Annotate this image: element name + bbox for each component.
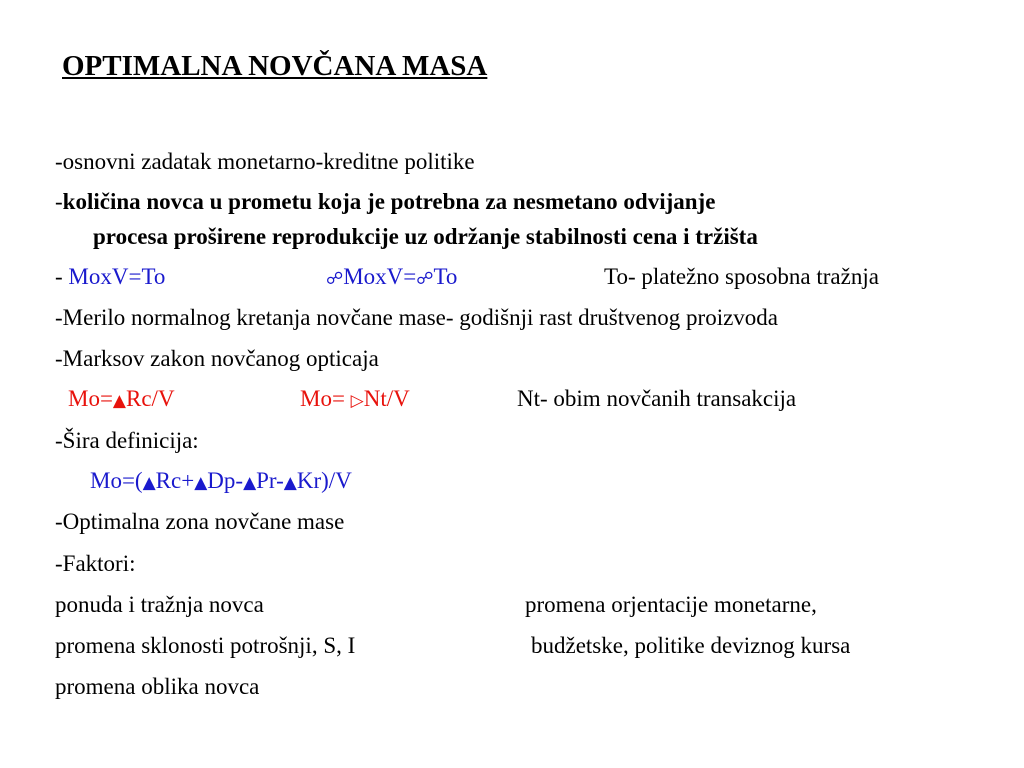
- delta-icon: ▲: [112, 391, 126, 411]
- factor-right-1: promena orjentacije monetarne,: [525, 592, 817, 617]
- delta-icon: ▲: [243, 473, 257, 493]
- text-line-6: -Marksov zakon novčanog opticaja: [55, 346, 379, 371]
- text-line-5: -Merilo normalnog kretanja novčane mase- godišnji rast društvenog proizvoda: [55, 305, 779, 330]
- delta-icon: ▲: [194, 473, 208, 493]
- text-line-1: -osnovni zadatak monetarno-kreditne politike: [55, 149, 475, 174]
- equation-approx: [326, 263, 457, 293]
- equation-part: Dp-: [207, 468, 244, 493]
- factor-left-2: promena sklonosti potrošnji, S, I: [55, 633, 356, 658]
- text-line-8: -Šira definicija:: [55, 428, 199, 453]
- approx-symbol-icon: ☍: [416, 269, 434, 289]
- text-line-3: procesa proširene reprodukcije uz održanje stabilnosti cena i tržišta: [93, 224, 758, 249]
- equation-part: Mo=: [68, 386, 113, 411]
- equation-moxv: MoxV=To: [68, 264, 166, 289]
- equation-mo-nt: [300, 385, 410, 415]
- text-line-2: [55, 188, 715, 216]
- text-line-11: -Faktori:: [55, 551, 136, 576]
- dash: -: [55, 264, 69, 289]
- factor-right-2: budžetske, politike deviznog kursa: [531, 633, 851, 658]
- definition-to: To- platežno sposobna tražnja: [604, 264, 879, 289]
- equation-part: MoxV=: [343, 264, 417, 289]
- text-line-4: [55, 263, 165, 291]
- equation-part: Nt/V: [363, 386, 410, 411]
- equation-mo-rc: [68, 385, 175, 415]
- factor-left-1: ponuda i tražnja novca: [55, 592, 264, 617]
- delta-icon: ▲: [142, 473, 156, 493]
- equation-part: Pr-: [256, 468, 284, 493]
- definition-nt: Nt- obim novčanih transakcija: [517, 386, 797, 411]
- page-title: OPTIMALNA NOVČANA MASA: [62, 50, 488, 82]
- sum-symbol-icon: ▷: [350, 391, 364, 411]
- equation-part: Kr)/V: [296, 468, 352, 493]
- equation-part: Rc/V: [126, 386, 175, 411]
- delta-icon: ▲: [283, 473, 297, 493]
- equation-part: Mo=(: [90, 468, 143, 493]
- equation-part: Rc+: [155, 468, 195, 493]
- dash: -: [55, 189, 63, 214]
- bold-definition-1: količina novca u prometu koja je potrebna za nesmetano odvijanje: [62, 189, 716, 214]
- equation-part: To: [433, 264, 458, 289]
- text-line-10: -Optimalna zona novčane mase: [55, 509, 345, 534]
- equation-part: Mo=: [300, 386, 351, 411]
- equation-broad: [90, 467, 352, 497]
- approx-symbol-icon: ☍: [326, 269, 344, 289]
- factor-left-3: promena oblika novca: [55, 674, 260, 699]
